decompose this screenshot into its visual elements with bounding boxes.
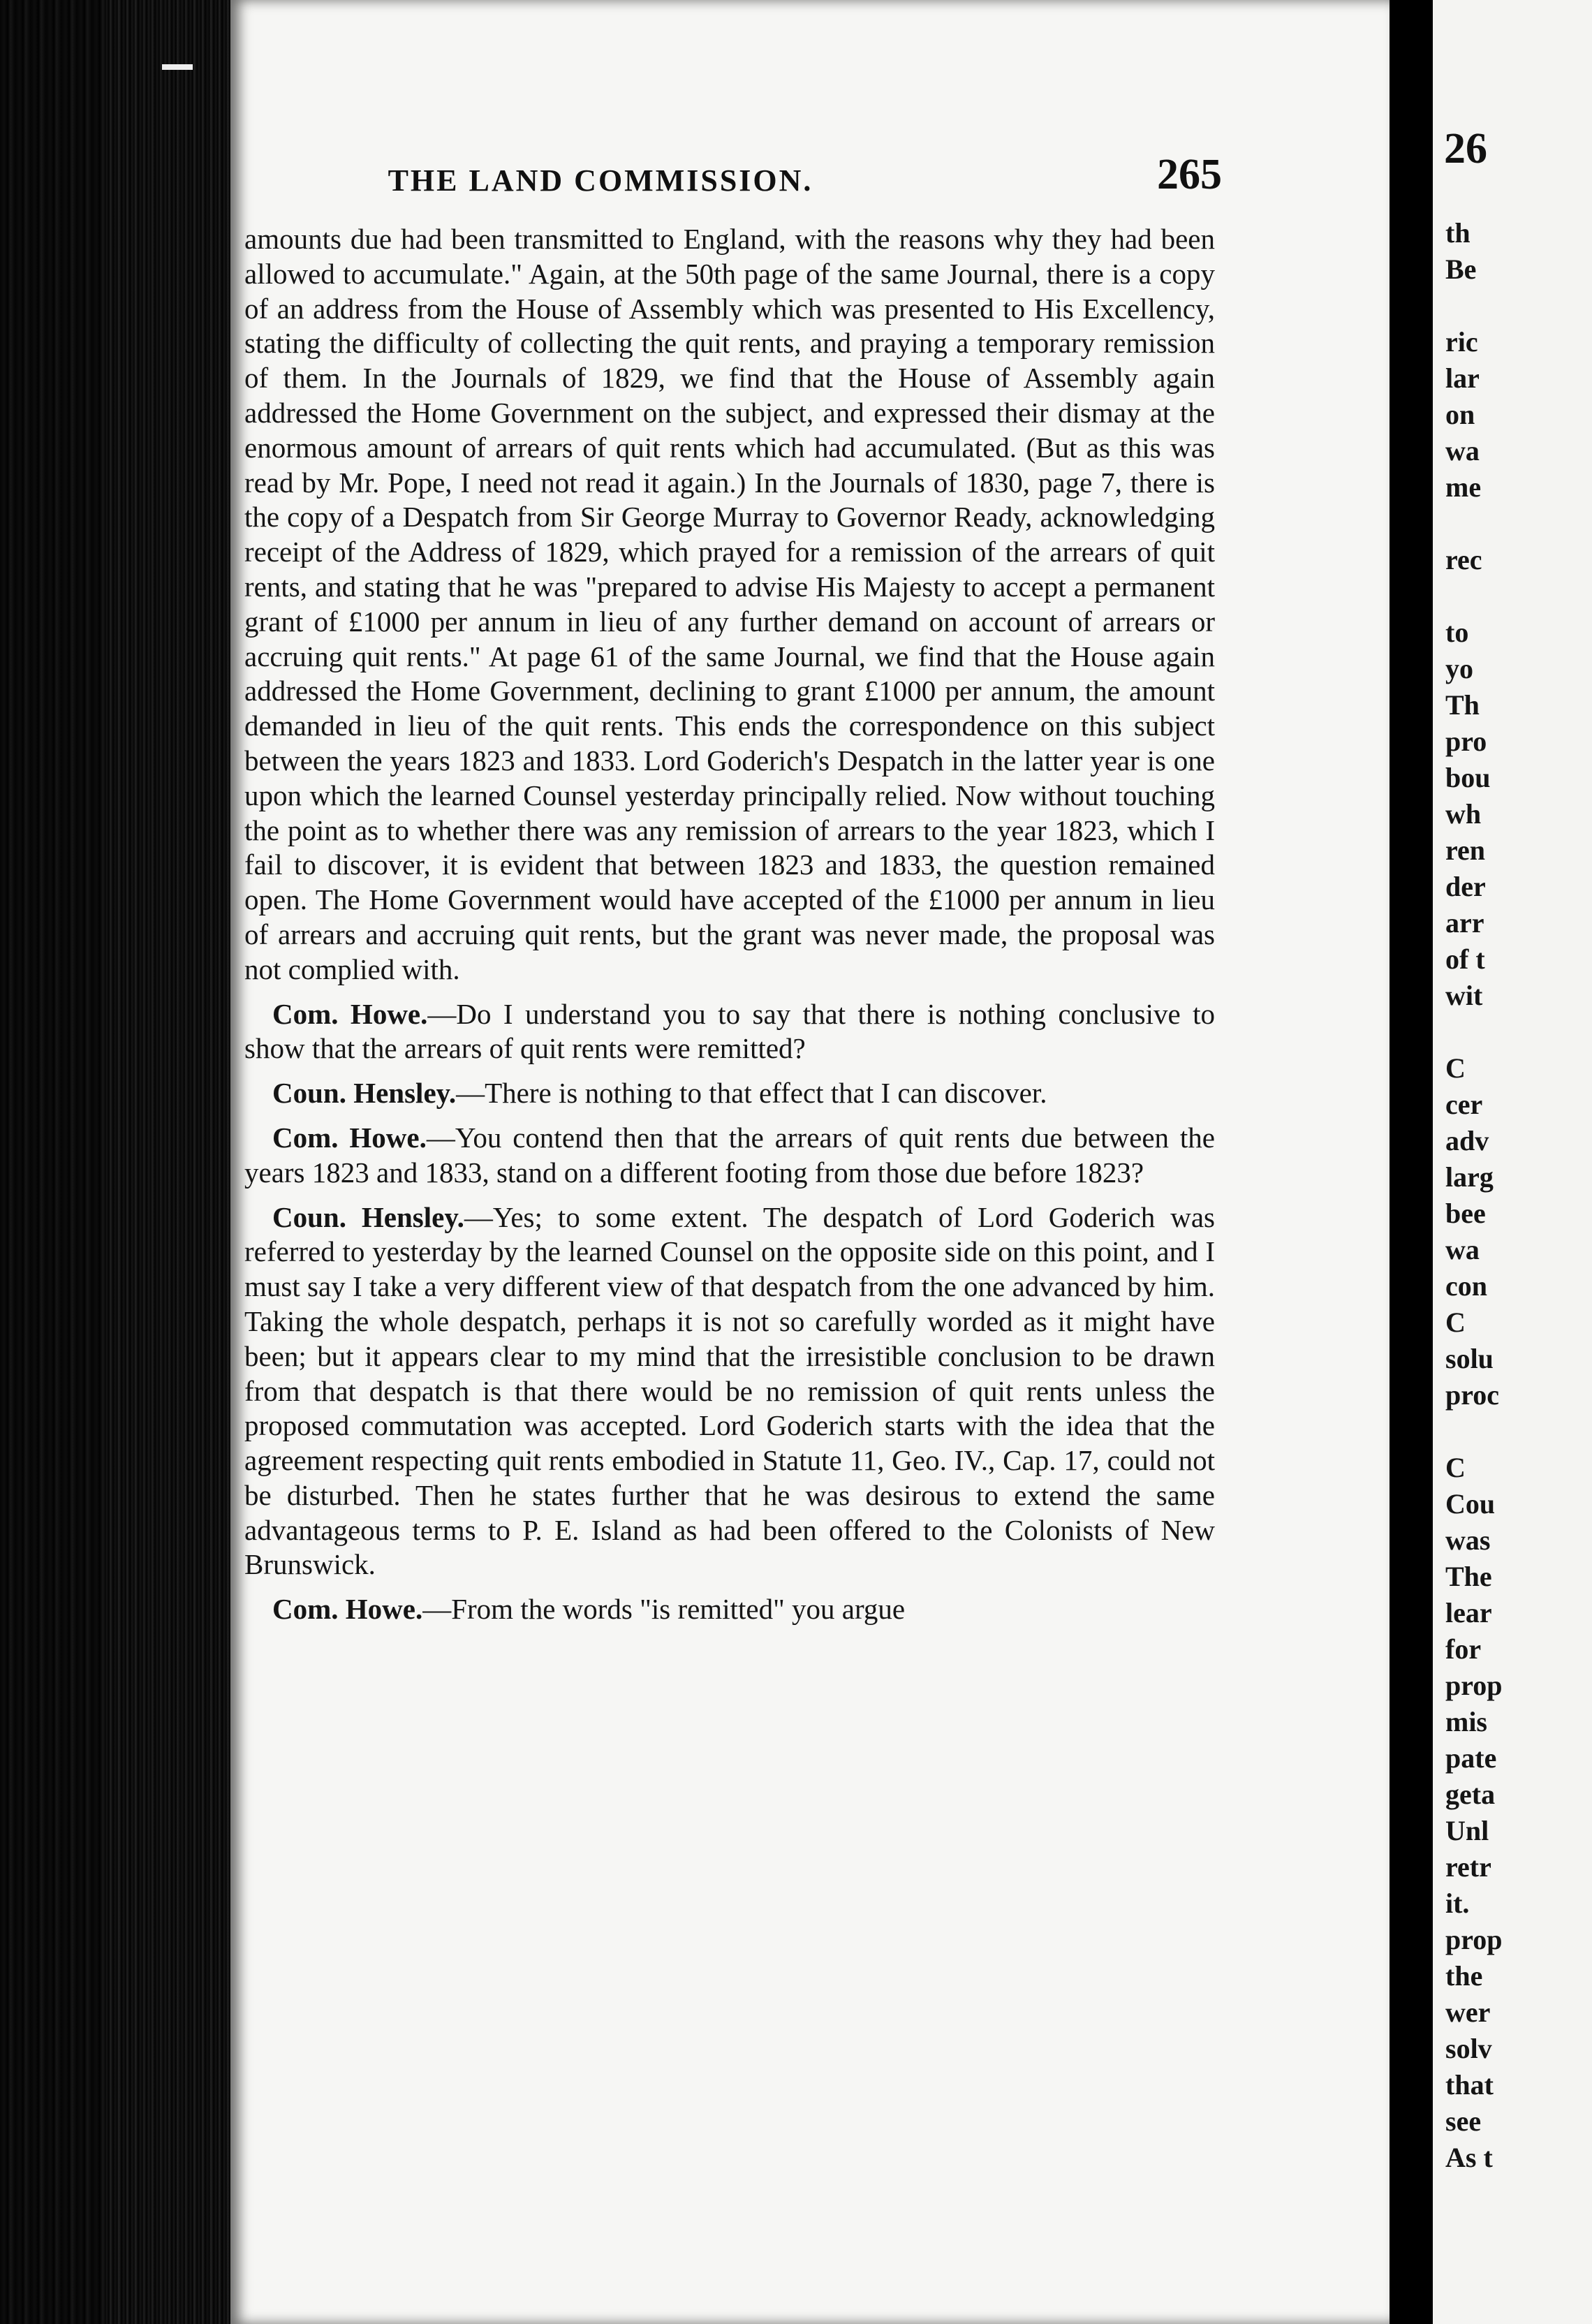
next-page-line: rec	[1445, 544, 1482, 575]
next-page-line: the	[1445, 1960, 1483, 1992]
dialogue-entry	[244, 997, 1215, 1067]
next-page-line: arr	[1445, 907, 1484, 939]
next-page-line: th	[1445, 217, 1471, 249]
next-page-line: proc	[1445, 1379, 1500, 1411]
next-page-line: geta	[1445, 1779, 1496, 1810]
body-text	[244, 222, 1215, 1627]
next-page-line: prop	[1445, 1924, 1503, 1955]
next-page-line: prop	[1445, 1670, 1503, 1701]
next-page-line: solv	[1445, 2033, 1492, 2064]
next-page-line: lear	[1445, 1597, 1492, 1628]
next-page-line: As t	[1445, 2142, 1493, 2173]
page-number: 265	[1157, 151, 1222, 198]
next-page-line: of t	[1445, 943, 1485, 975]
next-page-line: ren	[1445, 834, 1486, 866]
next-page-line: cer	[1445, 1089, 1483, 1120]
paragraph: amounts due had been transmitted to England, with the reasons why they had been allowed to accumulate." Again, at the 50th page of the same Journal, there is a copy of an address from the House of Assembly which was presented to His Excellency, stating the difficulty of collecting the quit rents, and praying a temporary remission of them. In the Journals of 1829, we find that the House of Assembly again addressed the Home Government on the subject, and expressed their dismay at the enormous amount of arrears of quit rents which had accumulated. (But as this was read by Mr. Pope, I need not read it again.) In the Journals of 1830, page 7, there is the copy of a Despatch from Sir George Murray to Governor Ready, acknowledging receipt of the Address of 1829, which prayed for a remission of the arrears of quit rents, and stating that he was "prepared to advise His Majesty to accept a permanent grant of £1000 per annum in lieu of any further demand on account of arrears or accruing quit rents." At page 61 of the same Journal, we find that the House again addressed the Home Government, declining to grant £1000 per annum, the amount demanded in lieu of the quit rents. This ends the correspondence on this subject between the years 1823 and 1833. Lord Goderich's Despatch in the latter year is one upon which the learned Counsel yesterday principally relied. Now without touching the point as to whether there was any remission of arrears to the year 1823, which I fail to discover, it is evident that between 1823 and 1833, the question remained open. The Home Government would have accepted of the £1000 per annum in lieu of arrears and accruing quit rents, but the grant was never made, the proposal was not complied with.	[244, 223, 1215, 985]
speech-text: —You contend then that the arrears of quit rents due between the years 1823 and 1833, stand on a different footing from those due before 1823?	[244, 1121, 1215, 1189]
next-page-line: Cou	[1445, 1488, 1496, 1520]
next-page-line: mis	[1445, 1706, 1487, 1737]
dialogue-entry	[244, 1592, 1215, 1627]
speaker: Com. Howe.	[272, 997, 428, 1030]
next-page-line: wa	[1445, 435, 1480, 466]
speech-text: —Yes; to some extent. The despatch of Lord Goderich was referred to yesterday by the learned Counsel on the opposite side on this point, and I must say I take a very different view of that despatch from the one advanced by him. Taking the whole despatch, perhaps it is not so carefully worded as it might have been; but it appears clear to my mind that the irresistible conclusion to be drawn from that despatch is that there would be no remission of quit rents unless the proposed commutation was accepted. Lord Goderich starts with the idea that the agreement respecting quit rents embodied in Statute 11, Geo. IV., Cap. 17, could not be disturbed. Then he states further that he was desirous to extend the same advantageous terms to P. E. Island as had been offered to the Colonists of New Brunswick.	[244, 1200, 1215, 1581]
speech-text: —There is nothing to that effect that I can discover.	[456, 1077, 1047, 1110]
next-page-line: larg	[1445, 1161, 1494, 1193]
next-page-line: retr	[1445, 1851, 1491, 1883]
speech-text: —From the words "is remitted" you argue	[422, 1593, 906, 1626]
next-page-line: on	[1445, 399, 1475, 430]
page-header	[251, 150, 1222, 206]
next-page-line: bee	[1445, 1198, 1486, 1229]
running-title: THE LAND COMMISSION.	[388, 163, 813, 198]
next-page-line: con	[1445, 1270, 1487, 1302]
next-page-line: der	[1445, 871, 1486, 902]
speech-text: —Do I understand you to say that there is nothing conclusive to show that the arrears of quit rents were remitted?	[244, 997, 1215, 1065]
next-page-line: C	[1445, 1452, 1466, 1483]
next-page-line: wit	[1445, 980, 1483, 1011]
dialogue-entry	[244, 1076, 1215, 1111]
next-page-line: that	[1445, 2069, 1494, 2101]
next-page-line: for	[1445, 1633, 1482, 1665]
next-page-line: pro	[1445, 726, 1487, 757]
next-page-line: The	[1445, 1561, 1492, 1592]
next-page-line: pate	[1445, 1742, 1497, 1774]
speaker: Coun. Hensley.	[272, 1077, 457, 1110]
next-page-line: to	[1445, 617, 1469, 648]
next-page-fragment	[1433, 0, 1592, 2324]
next-page-line: Unl	[1445, 1815, 1489, 1846]
next-page-line: C	[1445, 1307, 1466, 1338]
next-page-line: ric	[1445, 326, 1478, 358]
next-page-number: 26	[1444, 125, 1487, 172]
next-page-line: solu	[1445, 1343, 1494, 1374]
next-page-line: wer	[1445, 1996, 1491, 2028]
next-page-line: wa	[1445, 1234, 1480, 1265]
page-edges	[105, 0, 230, 2324]
speaker: Com. Howe.	[272, 1593, 423, 1626]
speaker: Coun. Hensley.	[272, 1200, 464, 1233]
next-page-line: wh	[1445, 798, 1482, 830]
next-page-line: was	[1445, 1524, 1491, 1556]
dialogue-entry	[244, 1200, 1215, 1583]
next-page-line: C	[1445, 1052, 1466, 1084]
speaker: Com. Howe.	[272, 1121, 427, 1154]
next-page-line: yo	[1445, 653, 1473, 684]
next-page-line: see	[1445, 2105, 1482, 2137]
next-page-line: adv	[1445, 1125, 1489, 1156]
next-page-line: Be	[1445, 253, 1477, 285]
page-gutter	[1390, 0, 1433, 2324]
next-page-line: lar	[1445, 362, 1480, 394]
dialogue-entry	[244, 1121, 1215, 1191]
margin-mark	[162, 64, 193, 70]
next-page-line: it.	[1445, 1888, 1470, 1919]
next-page-line: Th	[1445, 689, 1480, 721]
next-page-line: me	[1445, 471, 1482, 503]
next-page-line: bou	[1445, 762, 1491, 793]
